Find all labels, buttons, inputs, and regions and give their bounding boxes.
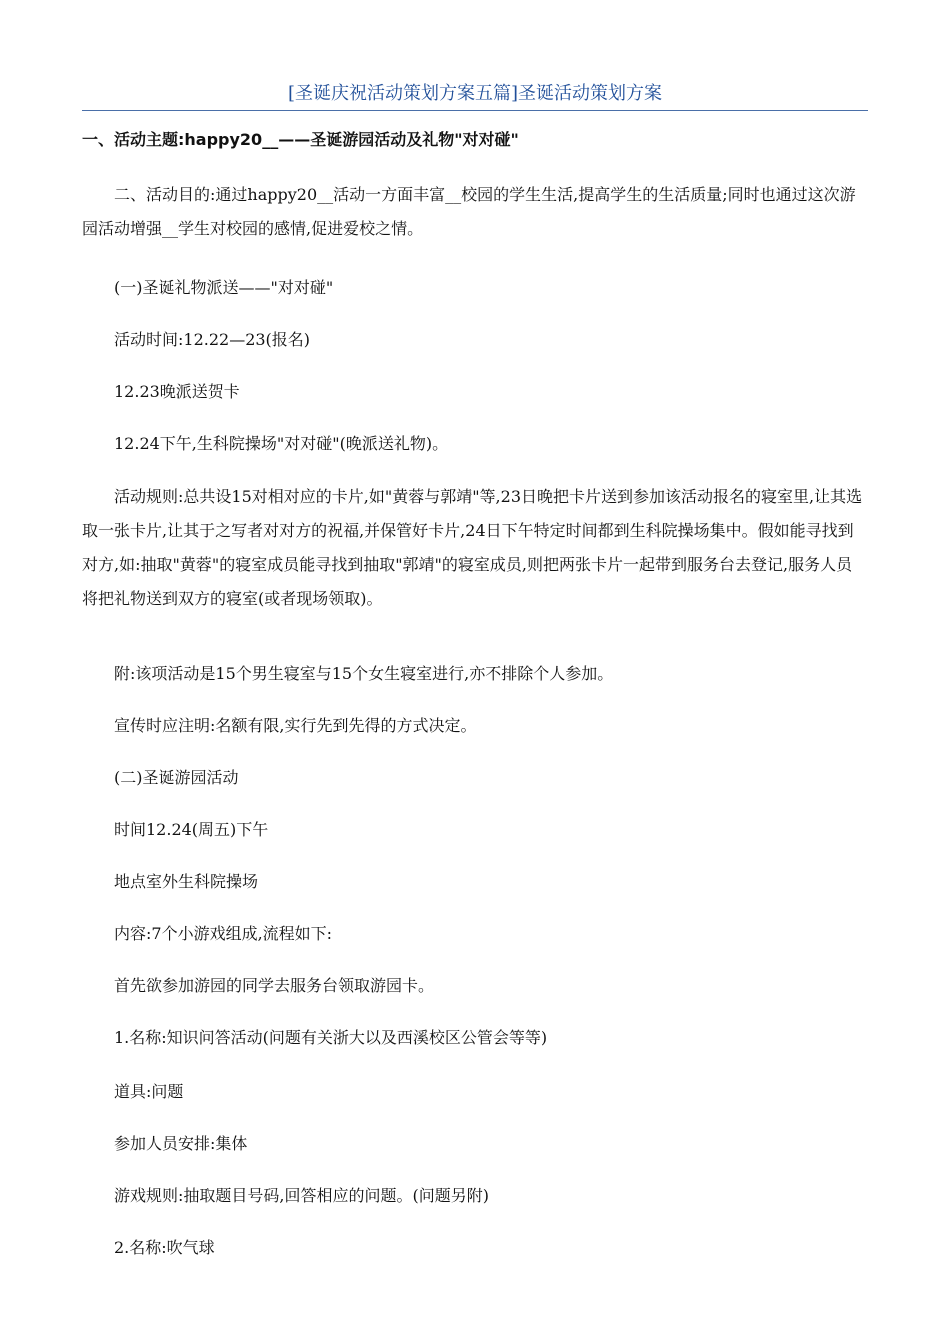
section-gift-title: (一)圣诞礼物派送——"对对碰" [114, 278, 334, 297]
game1-rules: 游戏规则:抽取题目号码,回答相应的问题。(问题另附) [114, 1186, 489, 1205]
activity-purpose-paragraph: 二、活动目的:通过happy20__活动一方面丰富__校园的学生生活,提高学生的生活质量;同时也通过这次游园活动增强__学生对校园的感情,促进爱校之情。 [82, 185, 856, 238]
gift-activity-time: 活动时间:12.22—23(报名) [114, 330, 311, 349]
game1-name: 1.名称:知识问答活动(问题有关浙大以及西溪校区公管会等等) [114, 1028, 548, 1047]
garden-time: 时间12.24(周五)下午 [114, 820, 269, 839]
gift-rules-paragraph: 活动规则:总共设15对相对应的卡片,如"黄蓉与郭靖"等,23日晚把卡片送到参加该活动报名的寝室里,让其选取一张卡片,让其于之写者对对方的祝福,并保管好卡片,24日下午特定时间都到生科院操场集中。假如能寻找到对方,如:抽取"黄蓉"的寝室成员能寻找到抽取"郭靖"的寝室成员,则把两张卡片一起带到服务台去登记,服务人员将把礼物送到双方的寝室(或者现场领取)。 [82, 487, 863, 608]
game2-name: 2.名称:吹气球 [114, 1238, 215, 1257]
gift-evening-delivery: 12.23晚派送贺卡 [114, 382, 240, 401]
gift-note: 附:该项活动是15个男生寝室与15个女生寝室进行,亦不排除个人参加。 [114, 664, 614, 683]
garden-place: 地点室外生科院操场 [114, 872, 259, 891]
section-garden-title: (二)圣诞游园活动 [114, 768, 239, 787]
activity-theme-heading: 一、活动主题:happy20__——圣诞游园活动及礼物"对对碰" [82, 130, 519, 149]
game1-props: 道具:问题 [114, 1082, 184, 1101]
gift-promo-note: 宣传时应注明:名额有限,实行先到先得的方式决定。 [114, 716, 477, 735]
game1-people: 参加人员安排:集体 [114, 1134, 248, 1153]
garden-content: 内容:7个小游戏组成,流程如下: [114, 924, 333, 943]
document-title: [圣诞庆祝活动策划方案五篇]圣诞活动策划方案 [287, 83, 663, 104]
gift-afternoon-event: 12.24下午,生科院操场"对对碰"(晚派送礼物)。 [114, 434, 449, 453]
page-header [82, 80, 868, 111]
garden-first-step: 首先欲参加游园的同学去服务台领取游园卡。 [114, 976, 435, 995]
